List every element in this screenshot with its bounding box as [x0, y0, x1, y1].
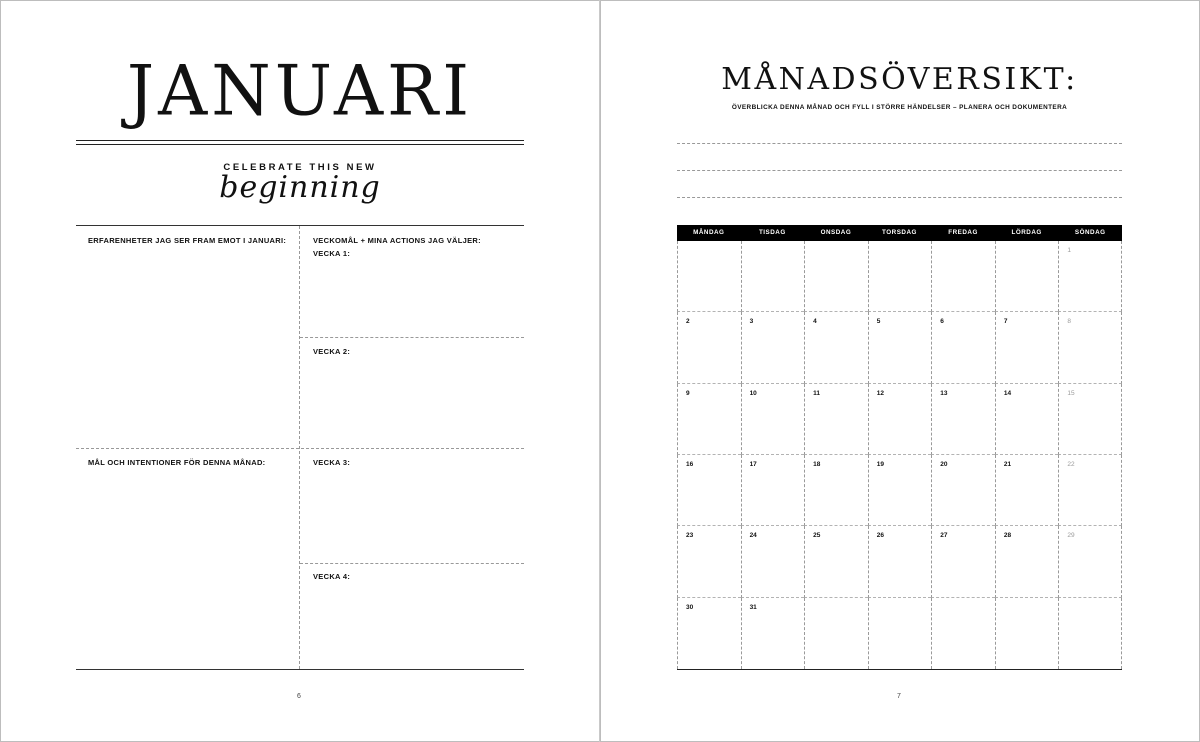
calendar-day-cell [1058, 455, 1122, 526]
calendar-day-cell [868, 455, 932, 526]
week-2-label: VECKA 2: [313, 347, 351, 356]
calendar-day-cell [995, 455, 1059, 526]
calendar-day-cell [804, 384, 868, 455]
calendar-grid [677, 241, 1122, 670]
calendar-day-cell [1058, 598, 1122, 669]
calendar-day-cell [741, 241, 805, 312]
week-4-label: VECKA 4: [313, 572, 351, 581]
day-number: 11 [813, 389, 821, 397]
weekday-mandag: MÅNDAG [693, 229, 725, 236]
calendar-day-cell [677, 526, 741, 597]
weekday-tisdag: TISDAG [758, 229, 786, 236]
calendar-day-cell [931, 241, 995, 312]
day-number: 31 [749, 603, 757, 611]
calendar-day-cell [868, 384, 932, 455]
title-rule-bottom [76, 144, 524, 145]
experiences-label: ERFARENHETER JAG SER FRAM EMOT I JANUARI: [88, 236, 287, 245]
day-number: 6 [940, 318, 944, 326]
day-number: 20 [940, 461, 948, 468]
calendar-day-cell [741, 384, 805, 455]
celebrate-heading: CELEBRATE THIS NEW [223, 162, 377, 173]
calendar-day-cell [1058, 312, 1122, 383]
day-number: 22 [1067, 461, 1075, 468]
day-number: 25 [813, 532, 821, 540]
calendar-day-cell [804, 455, 868, 526]
calendar-weekday-header [677, 225, 1122, 241]
month-title: JANUARI [126, 51, 474, 132]
day-number: 4 [813, 318, 817, 326]
calendar-day-cell [677, 598, 741, 669]
calendar-day-cell [677, 241, 741, 312]
day-number: 2 [686, 318, 690, 326]
goals-label: MÅL OCH INTENTIONER FÖR DENNA MÅNAD: [88, 458, 266, 467]
calendar-day-cell [995, 384, 1059, 455]
calendar-day-cell [741, 312, 805, 383]
calendar-day-cell [677, 455, 741, 526]
left-page-number: 6 [297, 693, 301, 700]
calendar-day-cell [741, 455, 805, 526]
calendar-day-cell [677, 384, 741, 455]
calendar-day-cell [1058, 241, 1122, 312]
section-bottom-rule [76, 669, 524, 670]
day-number: 3 [749, 318, 754, 326]
weekday-lordag: LÖRDAG [1011, 229, 1042, 236]
day-number: 9 [686, 389, 690, 397]
calendar-day-cell [931, 526, 995, 597]
calendar-day-cell [804, 526, 868, 597]
week-3-label: VECKA 3: [313, 458, 351, 467]
week-1-label: VECKA 1: [313, 249, 351, 258]
weekday-torsdag: TORSDAG [882, 229, 917, 236]
day-number: 8 [1067, 318, 1072, 326]
day-number: 13 [940, 389, 948, 397]
calendar-day-cell [1058, 526, 1122, 597]
calendar-day-cell [741, 598, 805, 669]
calendar-day-cell [868, 526, 932, 597]
day-number: 27 [940, 532, 948, 540]
calendar-day-cell [741, 526, 805, 597]
calendar-day-cell [677, 312, 741, 383]
calendar-day-cell [868, 312, 932, 383]
day-number: 19 [876, 461, 884, 468]
day-number: 26 [876, 532, 884, 540]
calendar-day-cell [995, 241, 1059, 312]
week-divider-3 [300, 563, 524, 564]
day-number: 24 [749, 532, 757, 540]
calendar-day-cell [931, 312, 995, 383]
overview-title: MÅNADSÖVERSIKT: [721, 62, 1078, 97]
calendar-day-cell [804, 312, 868, 383]
week-divider-1 [300, 337, 524, 338]
title-rule-top [76, 140, 524, 141]
section-mid-divider [76, 448, 524, 449]
day-number: 29 [1067, 532, 1075, 540]
day-number: 7 [1003, 318, 1008, 326]
day-number: 15 [1067, 389, 1075, 397]
day-number: 14 [1003, 389, 1012, 397]
right-page-number: 7 [897, 693, 901, 700]
calendar-day-cell [868, 598, 932, 669]
notes-line-1 [677, 143, 1122, 144]
day-number: 10 [749, 389, 757, 397]
calendar-day-cell [931, 598, 995, 669]
weekday-sondag: SÖNDAG [1074, 229, 1106, 236]
calendar-day-cell [931, 384, 995, 455]
day-number: 1 [1067, 247, 1072, 254]
overview-subtitle: ÖVERBLICKA DENNA MÅNAD OCH FYLL I STÖRRE HÄNDELSER – PLANERA OCH DOKUMENTERA [731, 104, 1068, 111]
day-number: 16 [686, 461, 694, 468]
notes-line-2 [677, 170, 1122, 171]
weekday-fredag: FREDAG [948, 229, 978, 236]
script-word: beginning [219, 170, 381, 205]
section-top-rule [76, 225, 524, 226]
day-number: 21 [1003, 461, 1012, 468]
calendar-day-cell [1058, 384, 1122, 455]
day-number: 5 [876, 318, 881, 326]
calendar-day-cell [868, 241, 932, 312]
calendar-day-cell [995, 312, 1059, 383]
day-number: 28 [1003, 532, 1012, 540]
notes-line-3 [677, 197, 1122, 198]
calendar-day-cell [931, 455, 995, 526]
weekly-goals-label: VECKOMÅL + MINA ACTIONS JAG VÄLJER: [313, 236, 481, 245]
calendar-day-cell [804, 598, 868, 669]
calendar-day-cell [804, 241, 868, 312]
day-number: 17 [749, 461, 757, 468]
weekday-onsdag: ONSDAG [820, 229, 852, 236]
day-number: 12 [876, 389, 884, 397]
day-number: 30 [686, 603, 694, 611]
calendar-day-cell [995, 598, 1059, 669]
day-number: 23 [686, 532, 694, 540]
day-number: 18 [813, 461, 821, 468]
calendar-day-cell [995, 526, 1059, 597]
